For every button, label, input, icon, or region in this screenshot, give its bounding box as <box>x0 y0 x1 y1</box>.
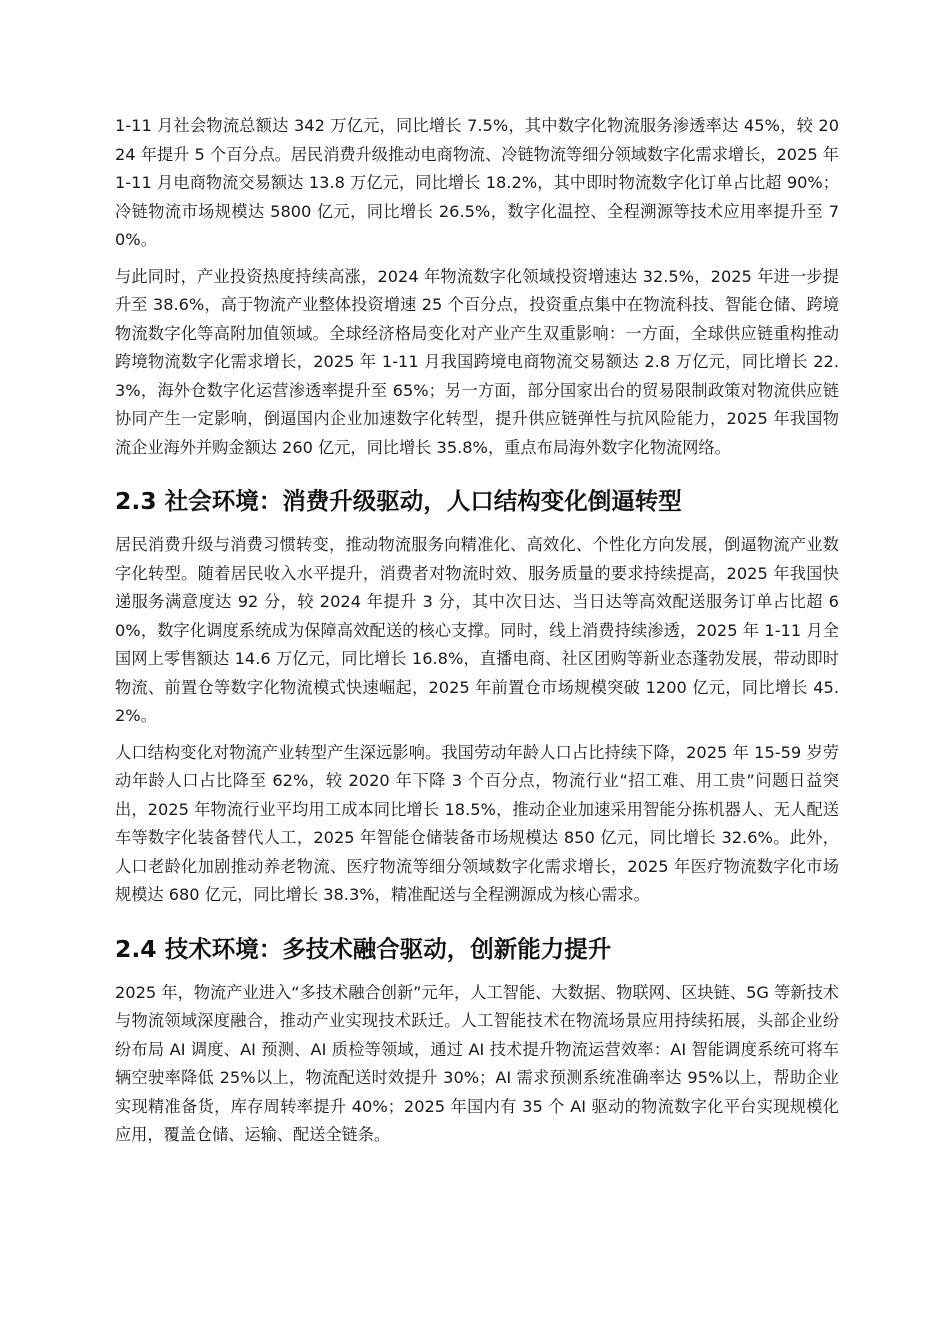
section-2-4-paragraph-1: 2025 年，物流产业进入“多技术融合创新”元年，人工智能、大数据、物联网、区块链、5G 等新技术与物流领域深度融合，推动产业实现技术跃迁。人工智能技术在物流场景应用持续拓展，头部企业纷纷布局 AI 调度、AI 预测、AI 质检等领域，通过 AI 技术提升物流运营效率：AI 智能调度系统可将车辆空驶率降低 25%以上，物流配送时效提升 30%；AI 需求预测系统准确率达 95%以上，帮助企业实现精准备货，库存周转率提升 40%；2025 年国内有 35 个 AI 驱动的物流数字化平台实现规模化应用，覆盖仓储、运输、配送全链条。 <box>115 982 839 1144</box>
section-2-3-paragraph-1: 居民消费升级与消费习惯转变，推动物流服务向精准化、高效化、个性化方向发展，倒逼物流产业数字化转型。随着居民收入水平提升，消费者对物流时效、服务质量的要求持续提高，2025 年我国快递服务满意度达 92 分，较 2024 年提升 3 分，其中次日达、当日达等高效配送服务订单占比超 60%，数字化调度系统成为保障高效配送的核心支撑。同时，线上消费持续渗透，2025 年 1-11 月全国网上零售额达 14.6 万亿元，同比增长 16.8%，直播电商、社区团购等新业态蓬勃发展，带动即时物流、前置仓等数字化物流模式快速崛起，2025 年前置仓市场规模突破 1200 亿元，同比增长 45.2%。 <box>115 535 839 725</box>
section-2-3-paragraph-2: 人口结构变化对物流产业转型产生深远影响。我国劳动年龄人口占比持续下降，2025 年 15-59 岁劳动年龄人口占比降至 62%，较 2020 年下降 3 个百分点，物流行业“招工难、用工贵”问题日益突出，2025 年物流行业平均用工成本同比增长 18.5%，推动企业加速采用智能分拣机器人、无人配送车等数字化装备替代人工，2025 年智能仓储装备市场规模达 850 亿元，同比增长 32.6%。此外，人口老龄化加剧推动养老物流、医疗物流等细分领域数字化需求增长，2025 年医疗物流数字化市场规模达 680 亿元，同比增长 38.3%，精准配送与全程溯源成为核心需求。 <box>115 742 839 904</box>
intro-paragraph-2: 与此同时，产业投资热度持续高涨，2024 年物流数字化领域投资增速达 32.5%，2025 年进一步提升至 38.6%，高于物流产业整体投资增速 25 个百分点，投资重点集中在物流科技、智能仓储、跨境物流数字化等高附加值领域。全球经济格局变化对产业产生双重影响：一方面，全球供应链重构推动跨境物流数字化需求增长，2025 年 1-11 月我国跨境电商物流交易额达 2.8 万亿元，同比增长 22.3%，海外仓数字化运营渗透率提升至 65%；另一方面，部分国家出台的贸易限制政策对物流供应链协同产生一定影响，倒逼国内企业加速数字化转型，提升供应链弹性与抗风险能力，2025 年我国物流企业海外并购金额达 260 亿元，同比增长 35.8%，重点布局海外数字化物流网络。 <box>115 266 839 457</box>
section-2-3-heading: 2.3 社会环境：消费升级驱动，人口结构变化倒逼转型 <box>115 487 682 515</box>
section-2-4-heading: 2.4 技术环境：多技术融合驱动，创新能力提升 <box>115 934 612 963</box>
intro-paragraph-1: 1-11 月社会物流总额达 342 万亿元，同比增长 7.5%，其中数字化物流服务渗透率达 45%，较 2024 年提升 5 个百分点。居民消费升级推动电商物流、冷链物流等细分领域数字化需求增长，2025 年 1-11 月电商物流交易额达 13.8 万亿元，同比增长 18.2%，其中即时物流数字化订单占比超 90%；冷链物流市场规模达 5800 亿元，同比增长 26.5%，数字化温控、全程溯源等技术应用率提升至 70%。 <box>115 116 839 249</box>
document-page <box>115 112 839 1150</box>
